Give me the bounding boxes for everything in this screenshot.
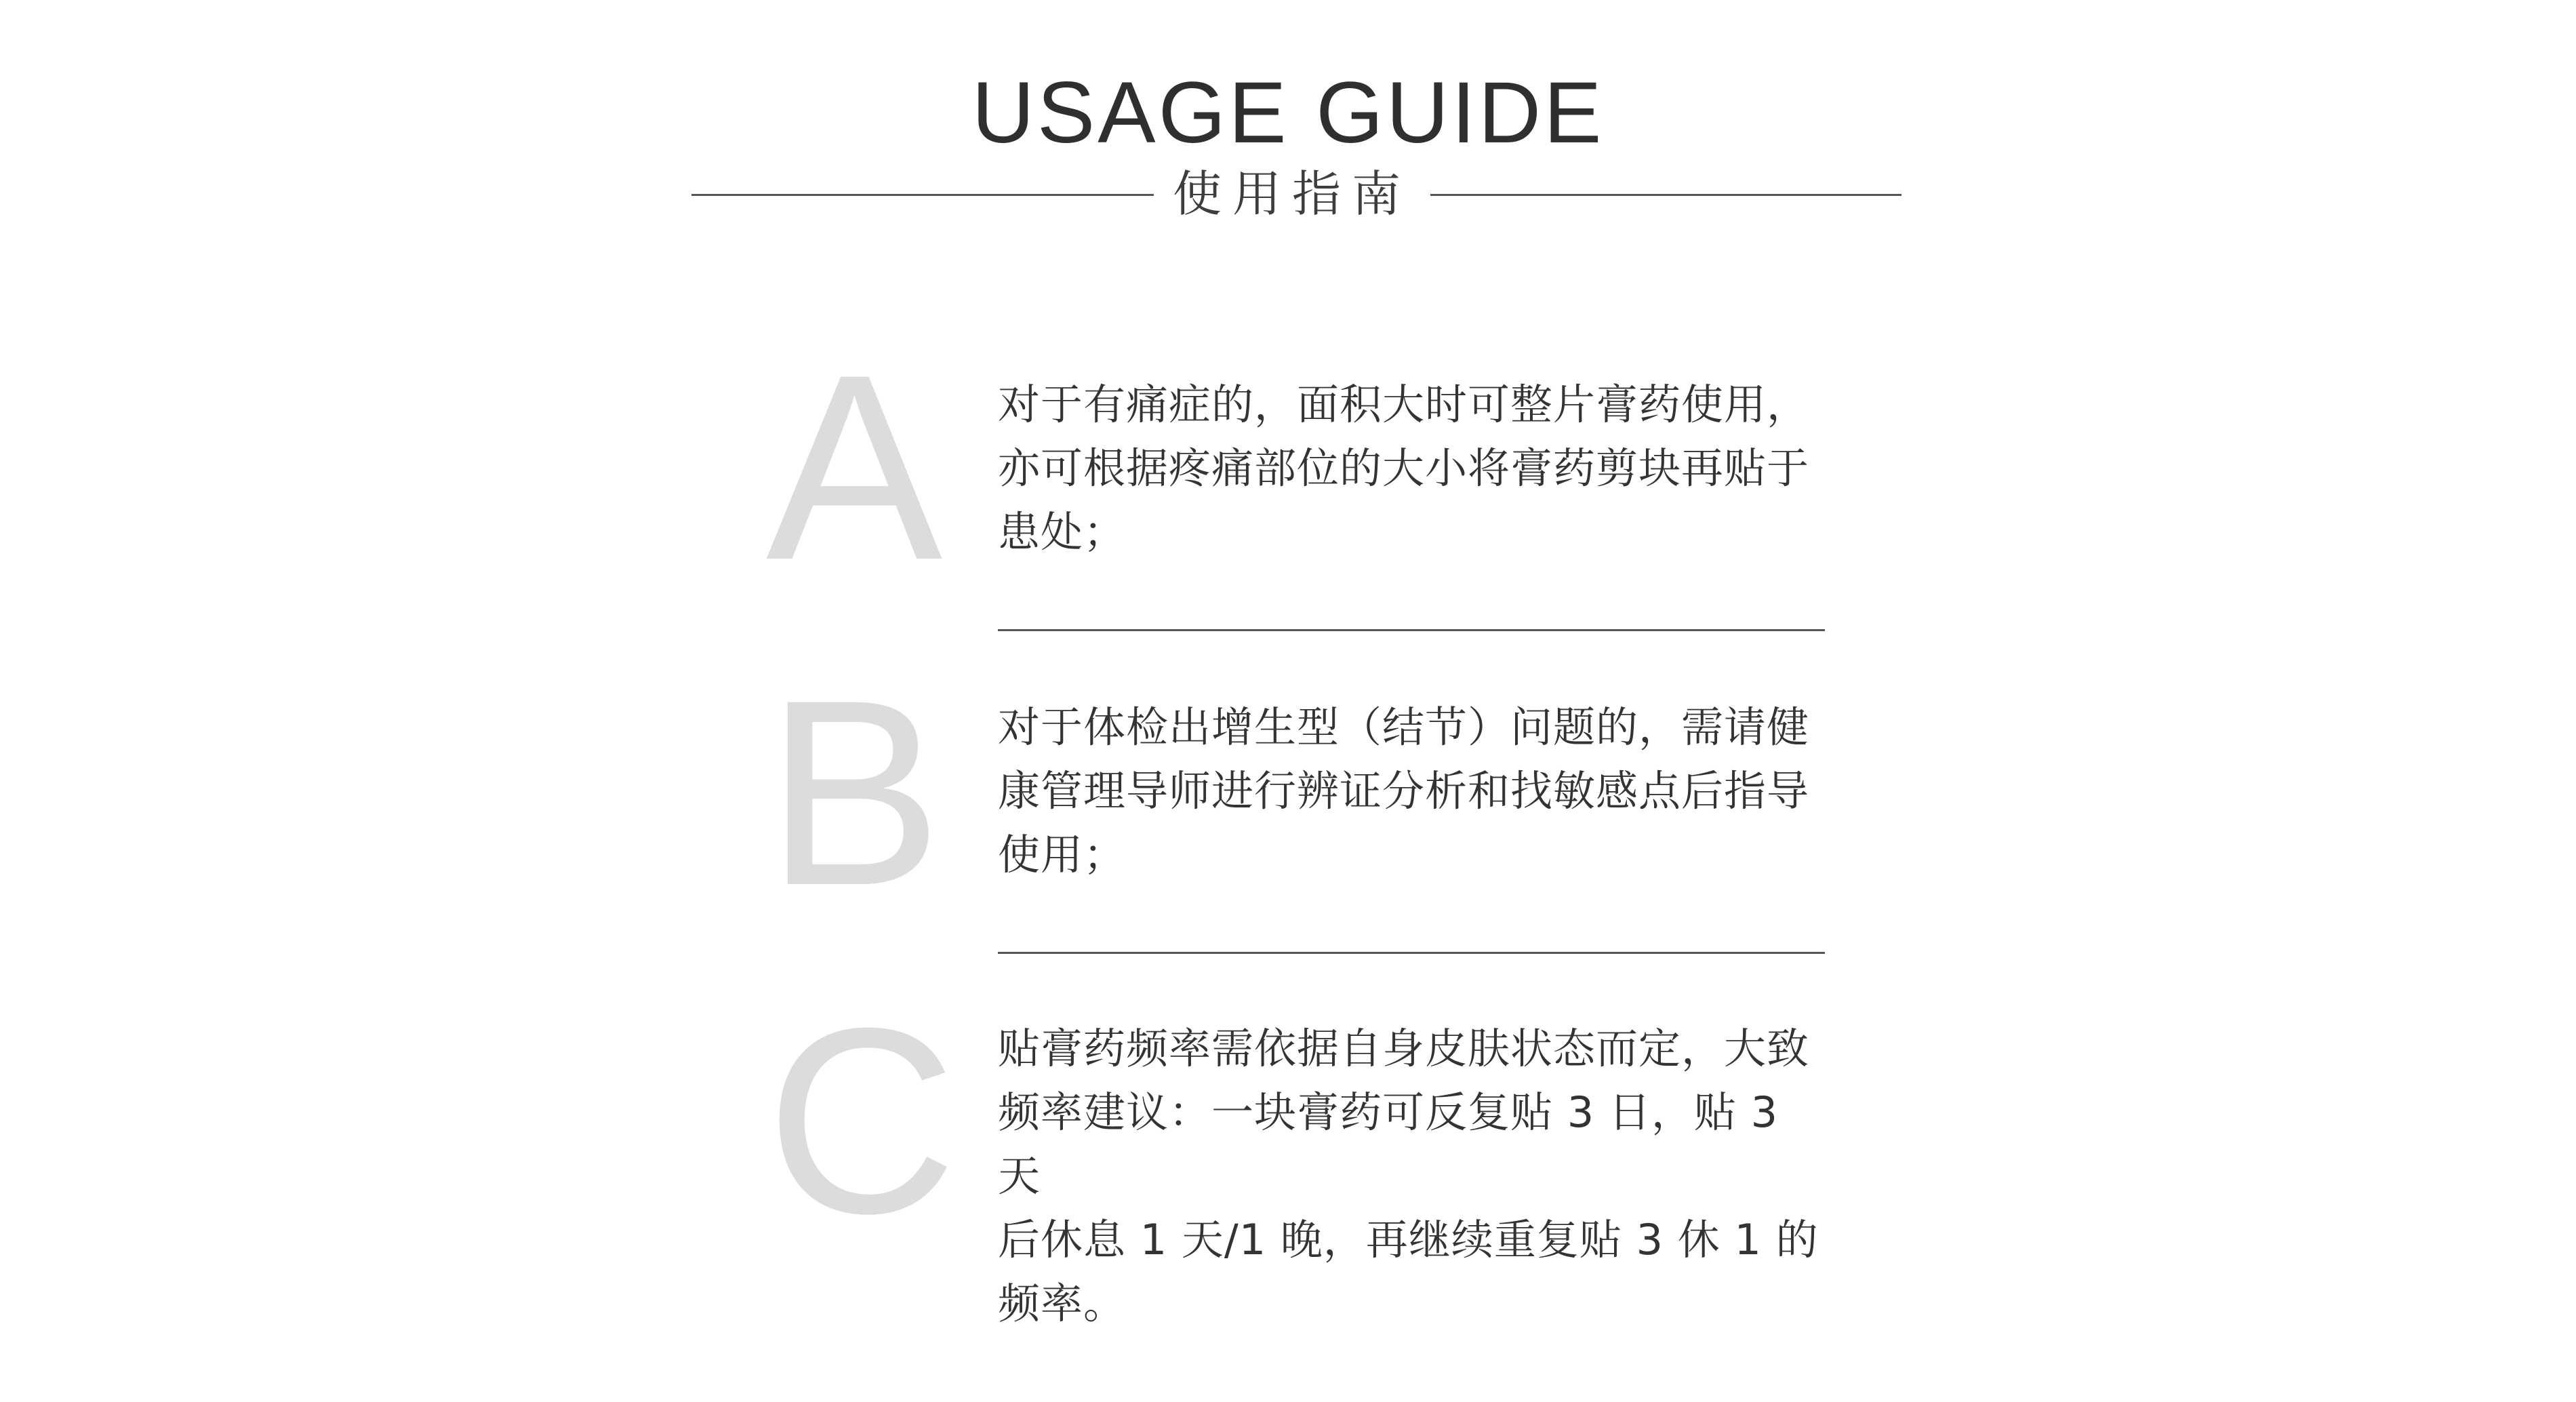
page-subtitle: 使用指南 <box>1172 165 1411 222</box>
divider-a-b <box>998 629 1825 631</box>
item-letter-a: A <box>766 319 943 615</box>
item-letter-c: C <box>766 973 957 1268</box>
item-text-a: 对于有痛症的，面积大时可整片膏药使用， 亦可根据疼痛部位的大小将膏药剪块再贴于 患处； <box>998 380 1810 557</box>
subtitle-row <box>0 167 2576 221</box>
item-text-c: 贴膏药频率需依据自身皮肤状态而定，大致 频率建议：一块膏药可反复贴 3 日，贴 3 天 后休息 1 天/1 晚，再继续重复贴 3 休 1 的 频率。 <box>998 1024 1819 1328</box>
divider-b-c <box>998 952 1825 954</box>
item-text-b: 对于体检出增生型（结节）问题的，需请健 康管理导师进行辨证分析和找敏感点后指导 使用； <box>998 702 1810 879</box>
subtitle-rule-left <box>691 194 1154 196</box>
item-letter-b: B <box>766 645 943 940</box>
page-title: USAGE GUIDE <box>971 64 1605 161</box>
subtitle-rule-right <box>1430 194 1901 196</box>
